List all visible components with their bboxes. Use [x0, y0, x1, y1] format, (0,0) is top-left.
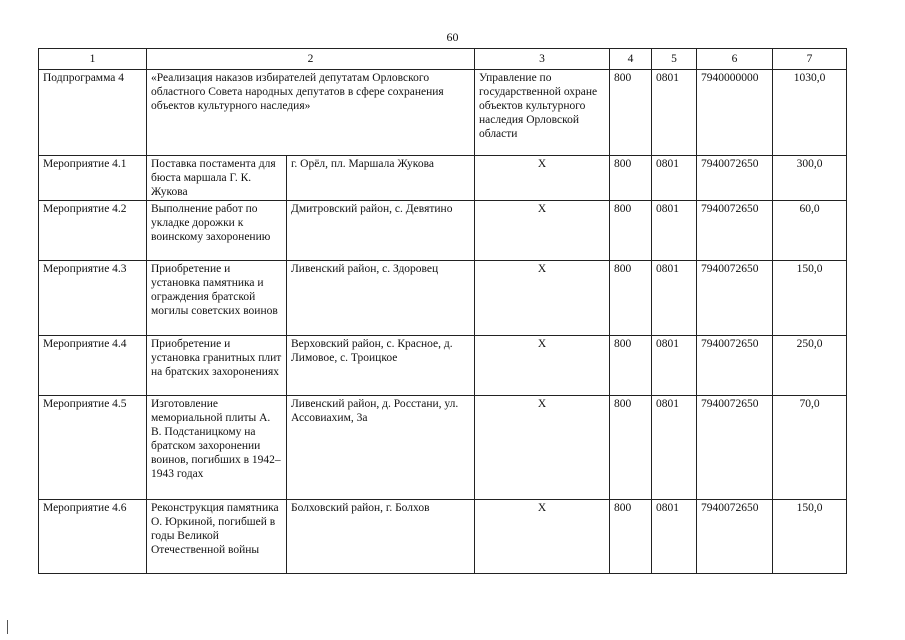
activity-location: Болховский район, г. Болхов: [287, 500, 475, 574]
activity-code-5: 0801: [652, 500, 697, 574]
budget-table: [38, 48, 847, 574]
activity-location: г. Орёл, пл. Маршала Жукова: [287, 156, 475, 201]
activity-code-5: 0801: [652, 396, 697, 500]
table-row: [39, 336, 847, 396]
activity-executor: X: [475, 500, 610, 574]
activity-description: Реконструкция памятника О. Юркиной, погибшей в годы Великой Отечественной войны: [147, 500, 287, 574]
header-cell-6: 6: [697, 49, 773, 70]
activity-executor: X: [475, 336, 610, 396]
activity-amount: 150,0: [773, 261, 847, 336]
header-row: [39, 49, 847, 70]
activity-description: Приобретение и установка памятника и ограждения братской могилы советских воинов: [147, 261, 287, 336]
table-row: [39, 156, 847, 201]
activity-code-6: 7940072650: [697, 500, 773, 574]
activity-code-5: 0801: [652, 156, 697, 201]
header-cell-2: 2: [147, 49, 475, 70]
program-code-5: 0801: [652, 70, 697, 156]
activity-code-4: 800: [610, 156, 652, 201]
activity-description: Выполнение работ по укладке дорожки к воинскому захоронению: [147, 201, 287, 261]
activity-label: Мероприятие 4.3: [39, 261, 147, 336]
header-cell-7: 7: [773, 49, 847, 70]
activity-executor: X: [475, 201, 610, 261]
activity-label: Мероприятие 4.4: [39, 336, 147, 396]
table-row: [39, 500, 847, 574]
activity-label: Мероприятие 4.5: [39, 396, 147, 500]
activity-amount: 300,0: [773, 156, 847, 201]
activity-location: Ливенский район, с. Здоровец: [287, 261, 475, 336]
activity-code-4: 800: [610, 500, 652, 574]
activity-code-4: 800: [610, 261, 652, 336]
activity-code-6: 7940072650: [697, 396, 773, 500]
table-row: [39, 396, 847, 500]
activity-code-4: 800: [610, 201, 652, 261]
program-code-4: 800: [610, 70, 652, 156]
activity-description: Приобретение и установка гранитных плит на братских захоронениях: [147, 336, 287, 396]
activity-code-6: 7940072650: [697, 201, 773, 261]
program-row: [39, 70, 847, 156]
activity-location: Дмитровский район, с. Девятино: [287, 201, 475, 261]
program-label: Подпрограмма 4: [39, 70, 147, 156]
header-cell-1: 1: [39, 49, 147, 70]
page-number: 60: [446, 30, 459, 44]
activity-amount: 60,0: [773, 201, 847, 261]
activity-executor: X: [475, 156, 610, 201]
activity-code-6: 7940072650: [697, 156, 773, 201]
activity-location: Ливенский район, д. Росстани, ул. Ассовиахим, 3а: [287, 396, 475, 500]
activity-amount: 70,0: [773, 396, 847, 500]
header-cell-4: 4: [610, 49, 652, 70]
header-cell-5: 5: [652, 49, 697, 70]
activity-amount: 250,0: [773, 336, 847, 396]
program-code-6: 7940000000: [697, 70, 773, 156]
table-row: [39, 201, 847, 261]
activity-location: Верховский район, с. Красное, д. Лимовое, с. Троицкое: [287, 336, 475, 396]
program-amount: 1030,0: [773, 70, 847, 156]
program-executor: Управление по государственной охране объектов культурного наследия Орловской области: [475, 70, 610, 156]
activity-code-6: 7940072650: [697, 261, 773, 336]
activity-code-5: 0801: [652, 336, 697, 396]
scan-margin-mark: [7, 620, 8, 634]
table-row: [39, 261, 847, 336]
activity-label: Мероприятие 4.1: [39, 156, 147, 201]
activity-code-4: 800: [610, 336, 652, 396]
activity-code-4: 800: [610, 396, 652, 500]
activity-code-6: 7940072650: [697, 336, 773, 396]
activity-code-5: 0801: [652, 201, 697, 261]
program-title: «Реализация наказов избирателей депутатам Орловского областного Совета народных депутатов в сфере сохранения объектов культурного наследия»: [147, 70, 475, 156]
activity-label: Мероприятие 4.6: [39, 500, 147, 574]
header-cell-3: 3: [475, 49, 610, 70]
activity-label: Мероприятие 4.2: [39, 201, 147, 261]
activity-executor: X: [475, 261, 610, 336]
activity-executor: X: [475, 396, 610, 500]
activity-code-5: 0801: [652, 261, 697, 336]
activity-amount: 150,0: [773, 500, 847, 574]
activity-description: Поставка постамента для бюста маршала Г. К. Жукова: [147, 156, 287, 201]
activity-description: Изготовление мемориальной плиты А. В. Подстаницкому на братском захоронении воинов, погибших в 1942–1943 годах: [147, 396, 287, 500]
